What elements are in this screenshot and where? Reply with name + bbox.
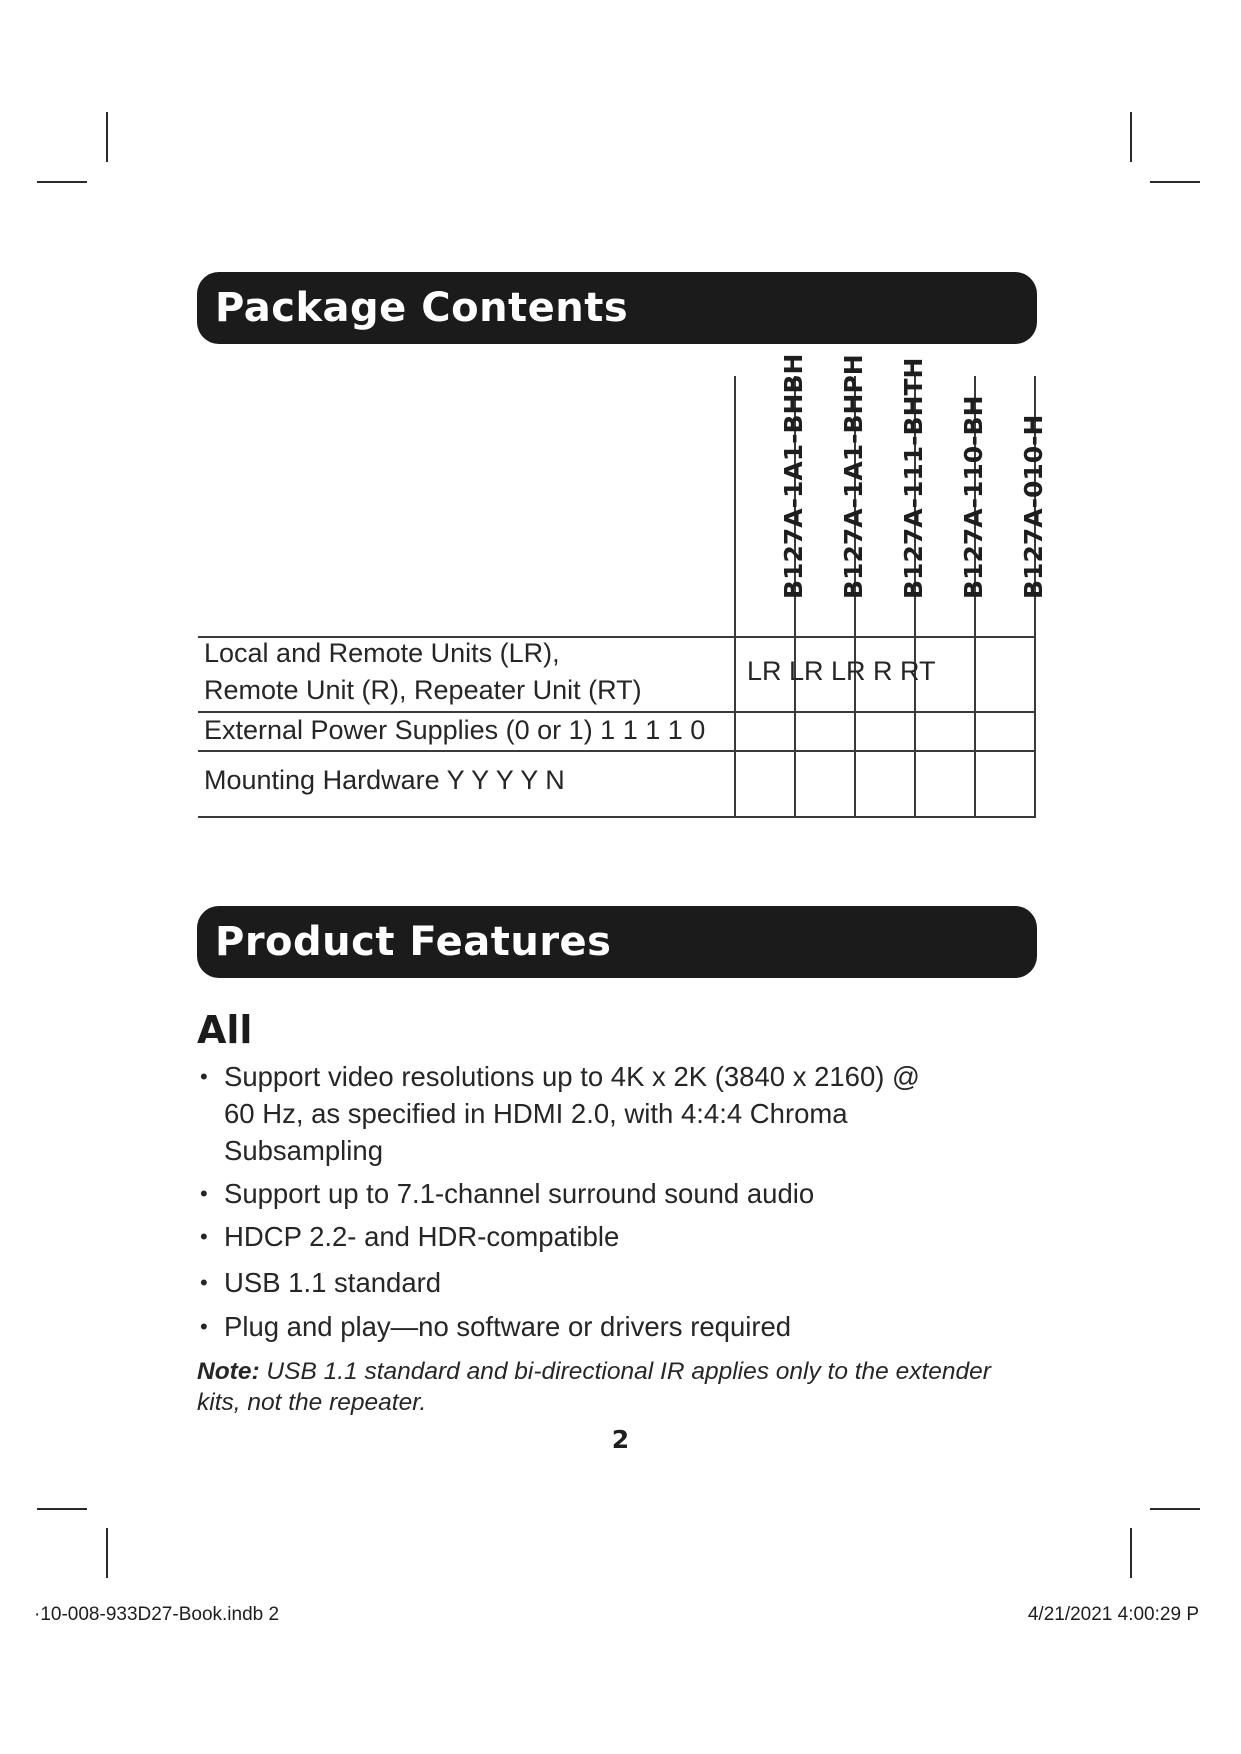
- crop-mark: [1130, 1528, 1132, 1578]
- row-units-values: LR LR LR R RT: [747, 656, 936, 686]
- crop-mark: [1130, 112, 1132, 162]
- package-contents-heading: Package Contents: [197, 272, 1037, 344]
- list-item: • Plug and play—no software or drivers required: [200, 1311, 792, 1342]
- crop-mark: [106, 112, 108, 162]
- page-number: 2: [611, 1425, 630, 1454]
- footer-timestamp: 4/21/2021 4:00:29 P: [1027, 1604, 1199, 1625]
- crop-mark: [1150, 181, 1200, 183]
- model-header: B127A-1A1-BHPH: [839, 354, 868, 599]
- list-item: • Support up to 7.1-channel surround sound audio: [200, 1178, 815, 1209]
- footer-file-info: ·10-008-933D27-Book.indb 2: [34, 1604, 280, 1625]
- row-power-supplies: External Power Supplies (0 or 1) 1 1 1 1 0: [204, 715, 706, 745]
- list-item: • USB 1.1 standard: [200, 1267, 442, 1298]
- row-mounting-hardware: Mounting Hardware Y Y Y Y N: [204, 765, 565, 795]
- model-header: B127A-111-BHTH: [899, 357, 928, 599]
- list-item: • Support video resolutions up to 4K x 2K (3840 x 2160) @ 60 Hz, as specified in HDMI 2.0, with 4:4:4 Chroma Subsampling: [200, 1061, 920, 1166]
- crop-mark: [37, 181, 87, 183]
- row-units-label: Local and Remote Units (LR),: [204, 638, 560, 668]
- row-units-label-2: Remote Unit (R), Repeater Unit (RT): [204, 675, 642, 705]
- model-header: B127A-010-H: [1019, 414, 1048, 599]
- product-features-heading: Product Features: [197, 906, 1037, 978]
- features-subheading: All: [197, 1008, 253, 1052]
- list-item: • HDCP 2.2- and HDR-compatible: [200, 1221, 620, 1252]
- crop-mark: [1150, 1508, 1200, 1510]
- crop-mark: [106, 1528, 108, 1578]
- note-label: Note:: [197, 1358, 260, 1385]
- model-header: B127A-110-BH: [959, 395, 988, 599]
- model-header: B127A-1A1-BHBH: [779, 353, 808, 599]
- crop-mark: [37, 1508, 87, 1510]
- note-paragraph: Note: USB 1.1 standard and bi-directional IR applies only to the extender kits, not the repeater.: [197, 1358, 991, 1416]
